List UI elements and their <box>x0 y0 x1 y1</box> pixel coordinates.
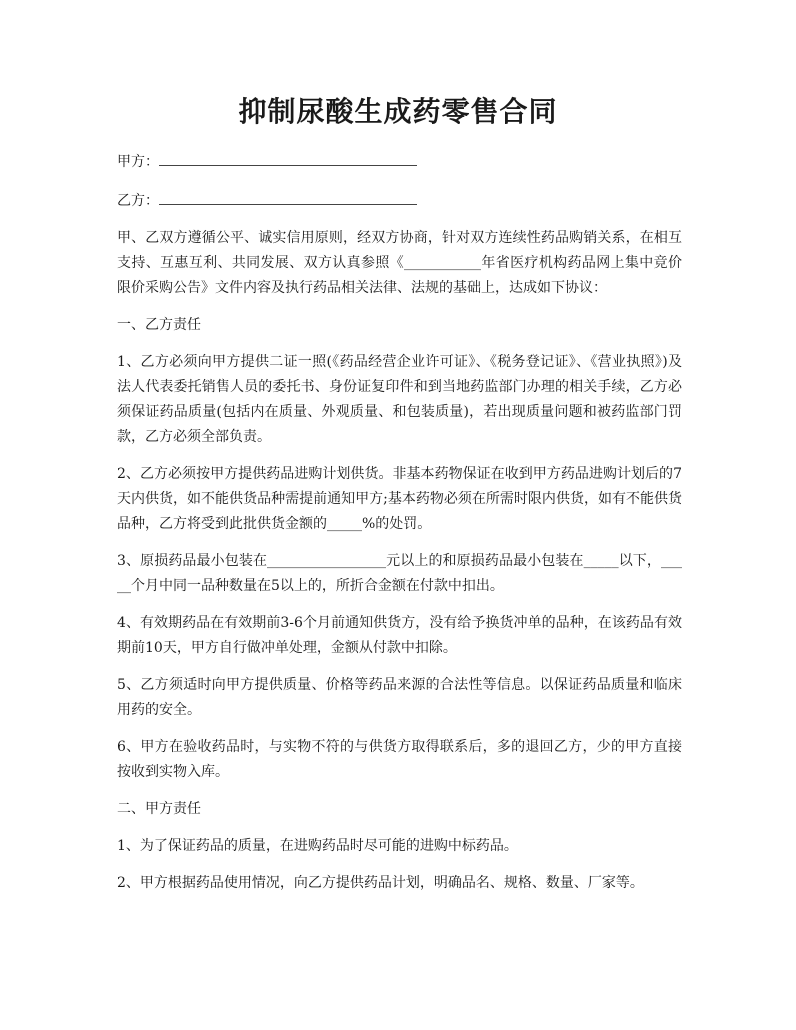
section-heading-party-a-duties: 二、甲方责任 <box>117 801 201 817</box>
intro-paragraph: 甲、乙双方遵循公平、诚实信用原则，经双方协商，针对双方连续性药品购销关系，在相互支持、互惠互利、共同发展、双方认真参照《___________年省医疗机构药品网上集中竞价限价采购公告》文件内容及执行药品相关法律、法规的基础上，达成如下协议： <box>117 230 682 296</box>
clause-paragraph: 1、乙方必须向甲方提供二证一照(《药品经营企业许可证》、《税务登记证》、《营业执照》)及法人代表委托销售人员的委托书、身份证复印件和到当地药监部门办理的相关手续，乙方必须保证药品质量(包括内在质量、外观质量、和包装质量)，若出现质量问题和被药监部门罚款，乙方必须全部负责。 <box>117 354 682 445</box>
clause-paragraph: 5、乙方须适时向甲方提供质量、价格等药品来源的合法性等信息。以保证药品质量和临床用药的安全。 <box>117 677 682 718</box>
party-b-row <box>117 187 682 212</box>
party-b-blank-line <box>159 187 417 205</box>
document-body <box>117 148 682 908</box>
clause-paragraph: 3、原损药品最小包装在_________________元以上的和原损药品最小包装在_____以下，_____个月中同一品种数量在5以上的，所折合金额在付款中扣出。 <box>117 553 682 594</box>
clause-paragraph: 2、乙方必须按甲方提供药品进购计划供货。非基本药物保证在收到甲方药品进购计划后的7天内供货，如不能供货品种需提前通知甲方;基本药物必须在所需时限内供货，如有不能供货品种，乙方将受到此批供货金额的_____%的处罚。 <box>117 466 682 532</box>
clause-paragraph: 6、甲方在验收药品时，与实物不符的与供货方取得联系后，多的退回乙方，少的甲方直接按收到实物入库。 <box>117 739 682 780</box>
clause-paragraph: 1、为了保证药品的质量，在进购药品时尽可能的进购中标药品。 <box>117 838 518 854</box>
party-a-label: 甲方： <box>117 154 159 170</box>
clause-paragraph: 2、甲方根据药品使用情况，向乙方提供药品计划，明确品名、规格、数量、厂家等。 <box>117 875 644 891</box>
party-b-label: 乙方： <box>117 193 159 209</box>
clause-paragraph: 4、有效期药品在有效期前3-6个月前通知供货方，没有给予换货冲单的品种，在该药品有效期前10天，甲方自行做冲单处理，金额从付款中扣除。 <box>117 615 682 656</box>
document-title: 抑制尿酸生成药零售合同 <box>238 95 558 128</box>
party-a-row <box>117 148 682 173</box>
section-heading-party-b-duties: 一、乙方责任 <box>117 317 201 333</box>
party-a-blank-line <box>159 148 417 166</box>
